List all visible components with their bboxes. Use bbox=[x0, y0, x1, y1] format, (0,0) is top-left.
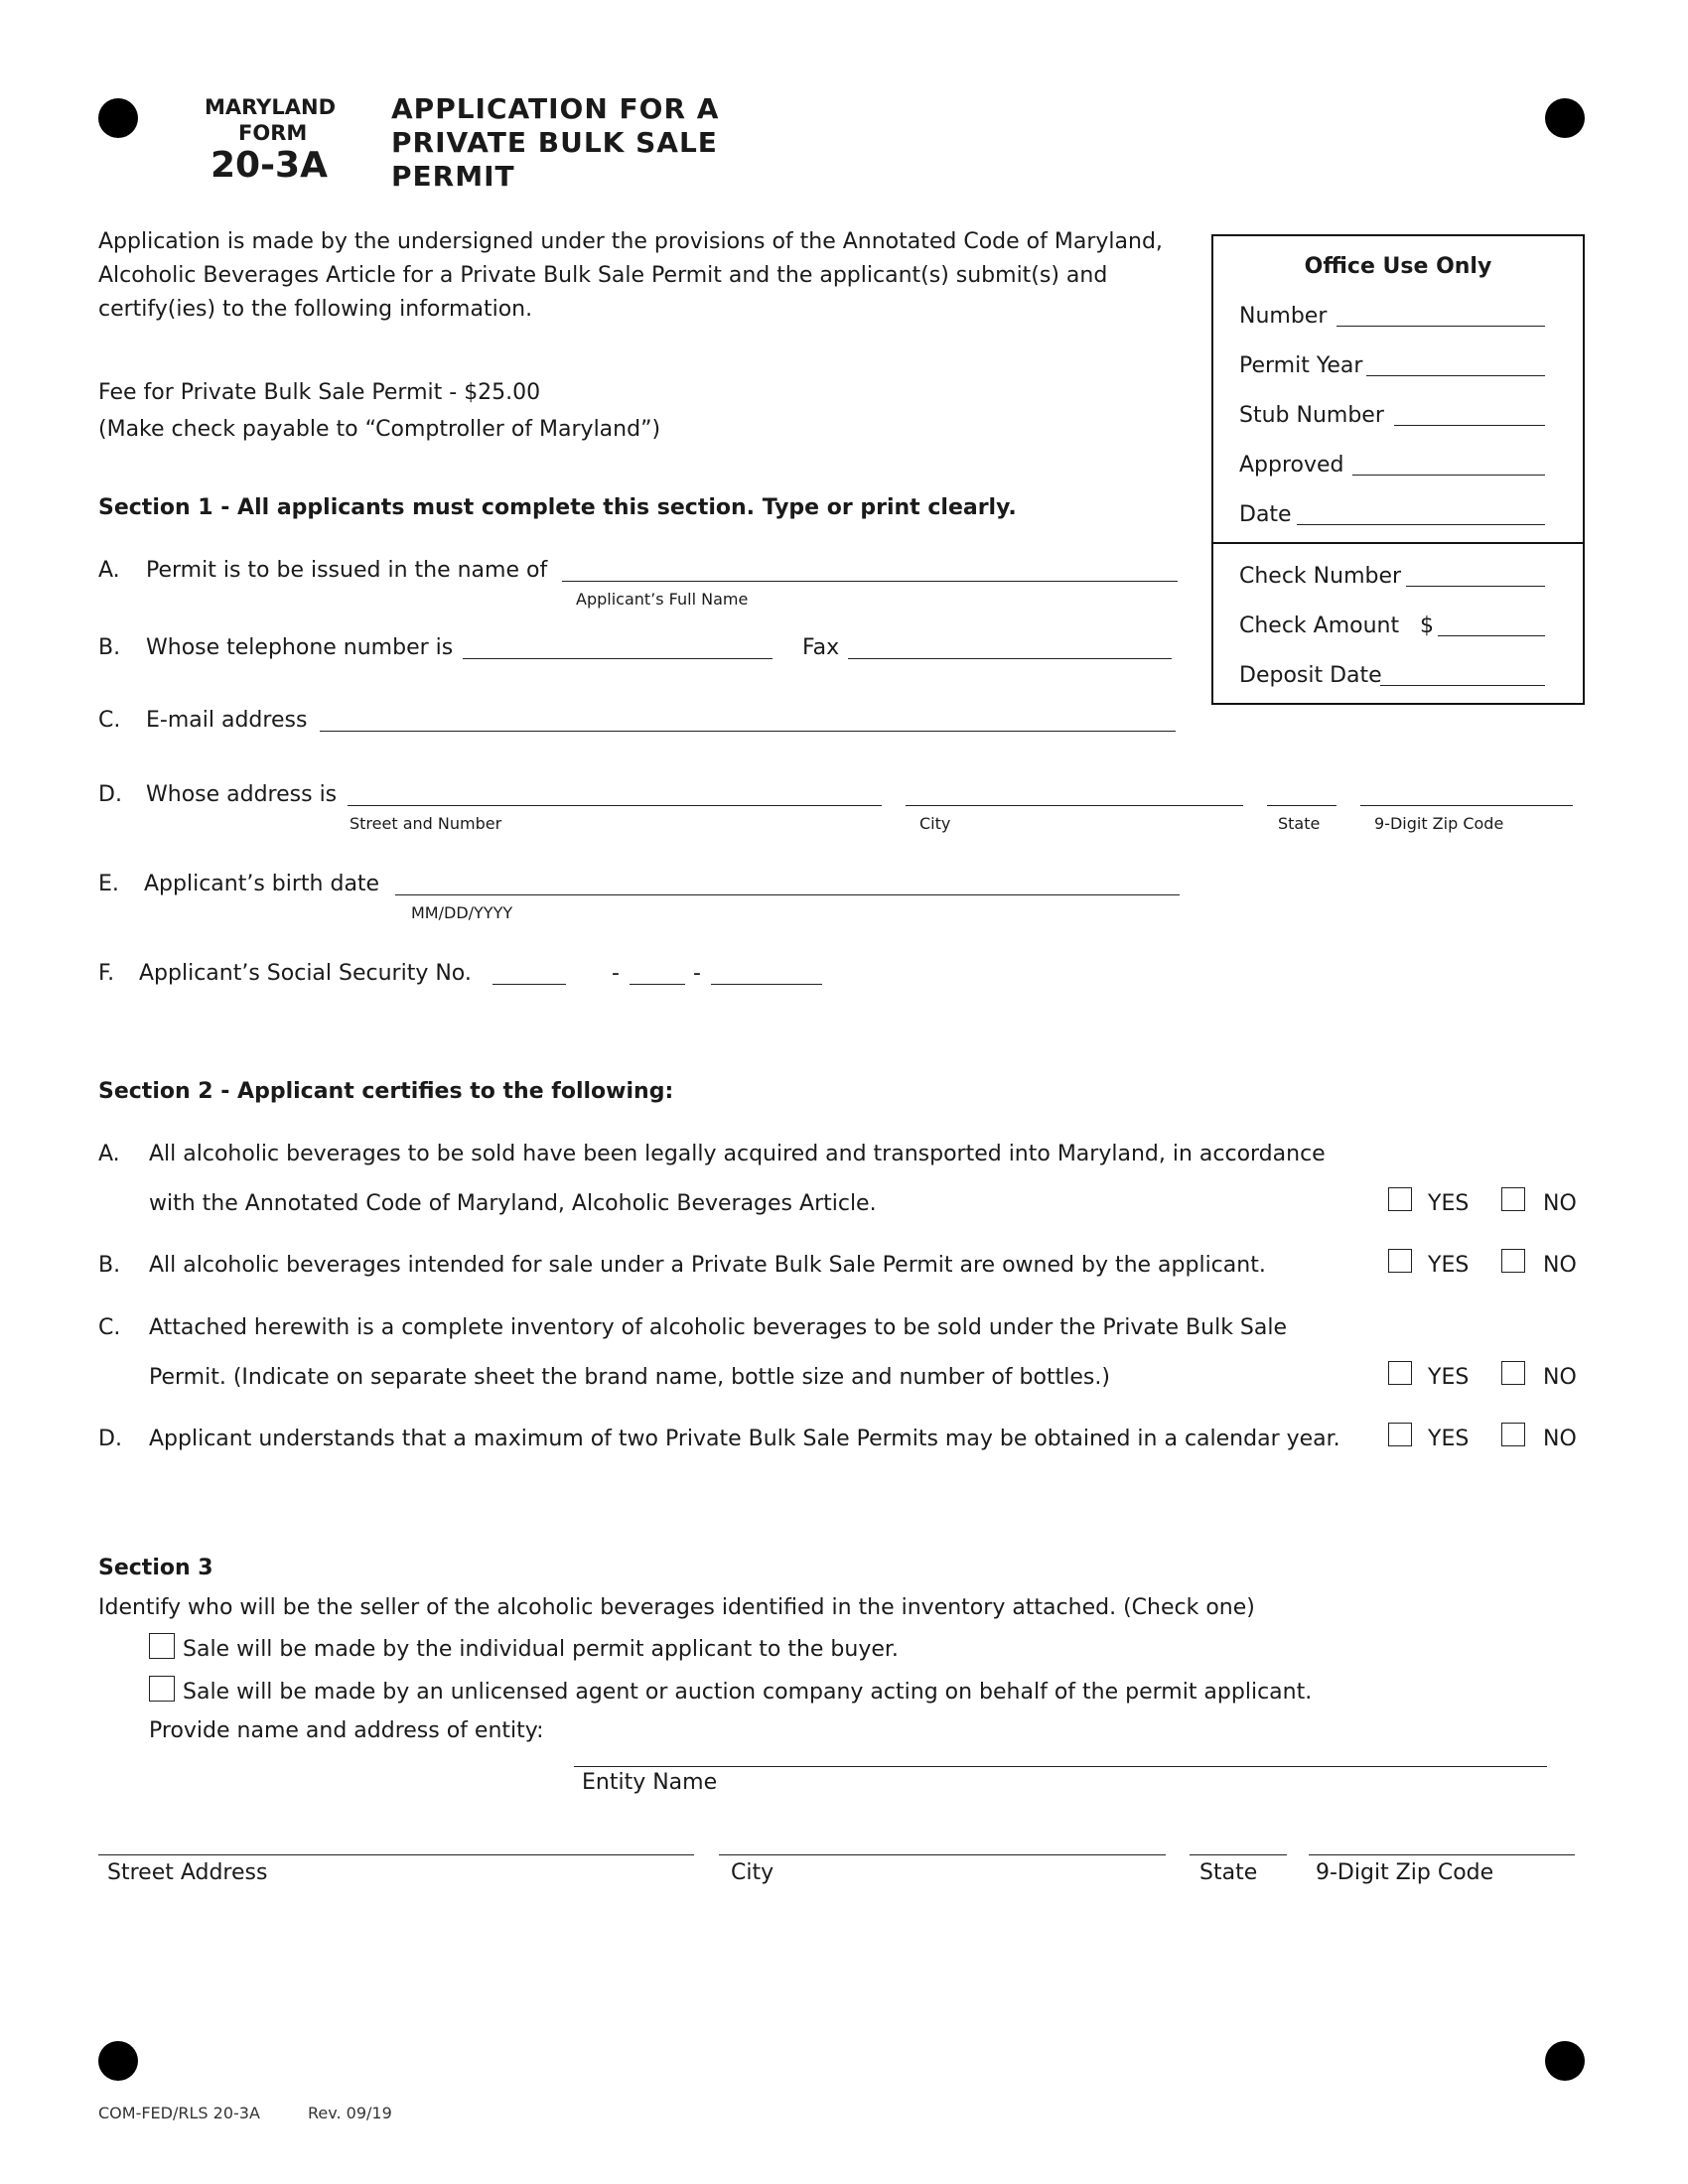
section2-a-letter: A. bbox=[98, 1142, 120, 1166]
section2-c-yes-label: YES bbox=[1428, 1365, 1470, 1390]
office-box-divider bbox=[1213, 542, 1583, 544]
section3-option1-label: Sale will be made by the individual permit applicant to the buyer. bbox=[183, 1637, 899, 1662]
office-permit-year-field[interactable] bbox=[1366, 375, 1545, 376]
birth-date-caption: MM/DD/YYYY bbox=[411, 903, 513, 922]
registration-mark-bottom-left bbox=[98, 2041, 138, 2081]
entity-city-field[interactable] bbox=[719, 1854, 1166, 1855]
section2-c-line-2: Permit. (Indicate on separate sheet the brand name, bottle size and number of bottles.) bbox=[149, 1365, 1110, 1390]
office-deposit-date-field[interactable] bbox=[1380, 685, 1545, 686]
section1-a-label: Permit is to be issued in the name of bbox=[146, 558, 548, 583]
section1-e-label: Applicant’s birth date bbox=[144, 872, 380, 896]
office-check-number-label: Check Number bbox=[1239, 564, 1402, 589]
section2-d-line-1: Applicant understands that a maximum of two Private Bulk Sale Permits may be obtained in a calendar year. bbox=[149, 1427, 1340, 1451]
fee-line: Fee for Private Bulk Sale Permit - $25.00 bbox=[98, 380, 541, 405]
title-line-1: APPLICATION FOR A bbox=[391, 92, 720, 125]
office-use-title: Office Use Only bbox=[1304, 254, 1492, 279]
form-word: FORM bbox=[238, 121, 308, 145]
telephone-field[interactable] bbox=[463, 658, 773, 659]
street-field[interactable] bbox=[348, 805, 882, 806]
section2-b-yes-label: YES bbox=[1428, 1253, 1470, 1278]
section2-heading: Section 2 - Applicant certifies to the following: bbox=[98, 1079, 674, 1104]
entity-zip-field[interactable] bbox=[1309, 1854, 1575, 1855]
ssn-part2-field[interactable] bbox=[630, 984, 685, 985]
office-dollar-sign: $ bbox=[1420, 614, 1434, 638]
street-caption: Street and Number bbox=[350, 814, 502, 833]
office-stub-number-field[interactable] bbox=[1394, 425, 1545, 426]
registration-mark-top-right bbox=[1545, 98, 1585, 138]
entity-city-caption: City bbox=[731, 1860, 774, 1885]
intro-line-2: Alcoholic Beverages Article for a Private Bulk Sale Permit and the applicant(s) submit(s) and bbox=[98, 263, 1108, 288]
section1-c-letter: C. bbox=[98, 708, 121, 733]
title-line-3: PERMIT bbox=[391, 160, 515, 193]
section1-d-label: Whose address is bbox=[146, 782, 338, 807]
section2-c-no-label: NO bbox=[1543, 1365, 1577, 1390]
section2-d-yes-label: YES bbox=[1428, 1427, 1470, 1451]
registration-mark-bottom-right bbox=[1545, 2041, 1585, 2081]
applicant-name-field[interactable] bbox=[562, 581, 1178, 582]
section2-a-line-2: with the Annotated Code of Maryland, Alcoholic Beverages Article. bbox=[149, 1191, 877, 1216]
form-number: 20-3A bbox=[211, 145, 328, 186]
section2-b-no-checkbox[interactable] bbox=[1501, 1249, 1525, 1273]
section2-c-line-1: Attached herewith is a complete inventory of alcoholic beverages to be sold under the Private Bulk Sale bbox=[149, 1315, 1288, 1340]
ssn-part3-field[interactable] bbox=[711, 984, 822, 985]
section1-f-letter: F. bbox=[98, 961, 115, 986]
state-caption: State bbox=[1278, 814, 1321, 833]
fax-field[interactable] bbox=[848, 658, 1172, 659]
state-field[interactable] bbox=[1267, 805, 1336, 806]
section1-d-letter: D. bbox=[98, 782, 122, 807]
footer-revision: Rev. 09/19 bbox=[308, 2104, 392, 2122]
section3-option2-checkbox[interactable] bbox=[149, 1676, 175, 1702]
section2-d-letter: D. bbox=[98, 1427, 122, 1451]
section2-c-letter: C. bbox=[98, 1315, 121, 1340]
zip-caption: 9-Digit Zip Code bbox=[1374, 814, 1504, 833]
title-line-2: PRIVATE BULK SALE bbox=[391, 126, 718, 159]
section2-c-yes-checkbox[interactable] bbox=[1388, 1361, 1412, 1385]
section3-instruction: Identify who will be the seller of the alcoholic beverages identified in the inventory attached. (Check one) bbox=[98, 1595, 1255, 1620]
section2-d-yes-checkbox[interactable] bbox=[1388, 1423, 1412, 1446]
ssn-part1-field[interactable] bbox=[492, 984, 566, 985]
intro-line-1: Application is made by the undersigned under the provisions of the Annotated Code of Maryland, bbox=[98, 229, 1163, 254]
entity-name-caption: Entity Name bbox=[582, 1770, 718, 1795]
city-caption: City bbox=[919, 814, 951, 833]
section2-b-yes-checkbox[interactable] bbox=[1388, 1249, 1412, 1273]
office-stub-number-label: Stub Number bbox=[1239, 403, 1384, 428]
section2-d-no-checkbox[interactable] bbox=[1501, 1423, 1525, 1446]
section3-option1-checkbox[interactable] bbox=[149, 1633, 175, 1659]
section1-f-label: Applicant’s Social Security No. bbox=[139, 961, 472, 986]
birth-date-field[interactable] bbox=[395, 894, 1180, 895]
section2-b-letter: B. bbox=[98, 1253, 121, 1278]
office-deposit-date-label: Deposit Date bbox=[1239, 663, 1382, 688]
section2-d-no-label: NO bbox=[1543, 1427, 1577, 1451]
email-field[interactable] bbox=[320, 731, 1176, 732]
office-date-field[interactable] bbox=[1297, 524, 1545, 525]
office-date-label: Date bbox=[1239, 502, 1292, 527]
fax-label: Fax bbox=[802, 635, 840, 660]
footer-form-code: COM-FED/RLS 20-3A bbox=[98, 2104, 260, 2122]
section1-b-letter: B. bbox=[98, 635, 121, 660]
entity-name-field[interactable] bbox=[574, 1766, 1547, 1767]
ssn-dash-1: - bbox=[612, 961, 620, 986]
office-use-box bbox=[1211, 234, 1585, 705]
city-field[interactable] bbox=[906, 805, 1243, 806]
registration-mark-top-left bbox=[98, 98, 138, 138]
section2-c-no-checkbox[interactable] bbox=[1501, 1361, 1525, 1385]
payable-line: (Make check payable to “Comptroller of Maryland”) bbox=[98, 417, 661, 442]
office-check-amount-field[interactable] bbox=[1438, 635, 1545, 636]
office-approved-field[interactable] bbox=[1352, 475, 1545, 476]
section1-b-label: Whose telephone number is bbox=[146, 635, 454, 660]
section2-a-no-checkbox[interactable] bbox=[1501, 1187, 1525, 1211]
section2-b-line-1: All alcoholic beverages intended for sale under a Private Bulk Sale Permit are owned by the applicant. bbox=[149, 1253, 1266, 1278]
section2-a-line-1: All alcoholic beverages to be sold have been legally acquired and transported into Maryland, in accordance bbox=[149, 1142, 1326, 1166]
section3-provide-label: Provide name and address of entity: bbox=[149, 1718, 544, 1743]
entity-zip-caption: 9-Digit Zip Code bbox=[1316, 1860, 1494, 1885]
zip-field[interactable] bbox=[1360, 805, 1573, 806]
office-number-field[interactable] bbox=[1336, 326, 1545, 327]
section1-heading: Section 1 - All applicants must complete this section. Type or print clearly. bbox=[98, 495, 1017, 520]
section3-heading: Section 3 bbox=[98, 1556, 213, 1580]
office-check-number-field[interactable] bbox=[1406, 586, 1545, 587]
entity-street-field[interactable] bbox=[98, 1854, 694, 1855]
section3-option2-label: Sale will be made by an unlicensed agent or auction company acting on behalf of the permit applicant. bbox=[183, 1680, 1313, 1705]
office-permit-year-label: Permit Year bbox=[1239, 353, 1363, 378]
entity-street-caption: Street Address bbox=[107, 1860, 268, 1885]
section2-a-no-label: NO bbox=[1543, 1191, 1577, 1216]
section1-a-letter: A. bbox=[98, 558, 120, 583]
ssn-dash-2: - bbox=[693, 961, 701, 986]
entity-state-field[interactable] bbox=[1190, 1854, 1287, 1855]
section2-b-no-label: NO bbox=[1543, 1253, 1577, 1278]
intro-line-3: certify(ies) to the following information. bbox=[98, 297, 533, 322]
entity-state-caption: State bbox=[1199, 1860, 1258, 1885]
office-approved-label: Approved bbox=[1239, 453, 1344, 478]
form-state: MARYLAND bbox=[205, 95, 337, 119]
section1-e-letter: E. bbox=[98, 872, 119, 896]
section2-a-yes-checkbox[interactable] bbox=[1388, 1187, 1412, 1211]
section1-c-label: E-mail address bbox=[146, 708, 308, 733]
office-number-label: Number bbox=[1239, 304, 1328, 329]
section2-a-yes-label: YES bbox=[1428, 1191, 1470, 1216]
office-check-amount-label: Check Amount bbox=[1239, 614, 1400, 638]
applicant-name-caption: Applicant’s Full Name bbox=[576, 590, 749, 609]
